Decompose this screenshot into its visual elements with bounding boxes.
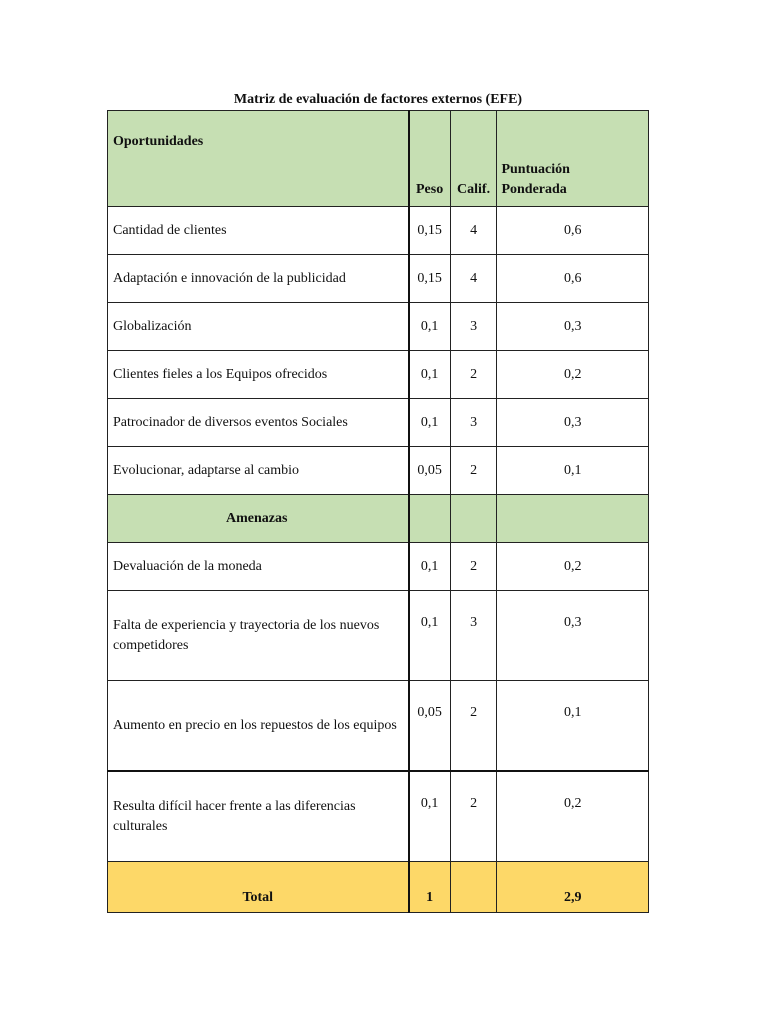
factor-cell: Adaptación e innovación de la publicidad	[108, 255, 409, 303]
header-puntuacion-ponderada	[497, 111, 649, 207]
calif-cell: 4	[450, 255, 497, 303]
table-row	[108, 591, 649, 681]
calif-cell: 2	[450, 771, 497, 862]
header-peso: Peso	[409, 111, 451, 207]
factor-cell: Patrocinador de diversos eventos Sociales	[108, 399, 409, 447]
calif-cell: 2	[450, 681, 497, 772]
ponderada-cell: 0,6	[497, 255, 649, 303]
table-row	[108, 543, 649, 591]
peso-cell: 0,15	[409, 255, 451, 303]
table-row	[108, 207, 649, 255]
factor-cell: Resulta difícil hacer frente a las diferencias culturales	[108, 771, 409, 862]
ponderada-cell: 0,2	[497, 351, 649, 399]
table-row	[108, 447, 649, 495]
peso-cell: 0,1	[409, 771, 451, 862]
table-row	[108, 255, 649, 303]
peso-cell: 0,1	[409, 399, 451, 447]
peso-cell: 0,05	[409, 447, 451, 495]
table-row	[108, 303, 649, 351]
calif-cell: 4	[450, 207, 497, 255]
total-ponderada: 2,9	[497, 862, 649, 913]
table-row	[108, 771, 649, 862]
header-pond-line2: Ponderada	[501, 182, 567, 197]
ponderada-cell: 0,3	[497, 591, 649, 681]
peso-cell: 0,1	[409, 543, 451, 591]
calif-cell: 3	[450, 399, 497, 447]
factor-cell: Aumento en precio en los repuestos de los equipos	[108, 681, 409, 772]
ponderada-cell: 0,6	[497, 207, 649, 255]
calif-cell: 2	[450, 543, 497, 591]
total-calif	[450, 862, 497, 913]
amenazas-heading: Amenazas	[108, 495, 409, 543]
header-calif: Calif.	[450, 111, 497, 207]
table-header-row	[108, 111, 649, 207]
table-row	[108, 681, 649, 772]
factor-cell: Evolucionar, adaptarse al cambio	[108, 447, 409, 495]
factor-cell: Falta de experiencia y trayectoria de los nuevos competidores	[108, 591, 409, 681]
ponderada-cell: 0,3	[497, 303, 649, 351]
factor-cell: Clientes fieles a los Equipos ofrecidos	[108, 351, 409, 399]
peso-cell: 0,1	[409, 351, 451, 399]
peso-cell: 0,1	[409, 303, 451, 351]
total-row	[108, 862, 649, 913]
calif-cell: 3	[450, 303, 497, 351]
calif-cell: 3	[450, 591, 497, 681]
total-label: Total	[108, 862, 409, 913]
empty-cell	[409, 495, 451, 543]
calif-cell: 2	[450, 447, 497, 495]
peso-cell: 0,1	[409, 591, 451, 681]
peso-cell: 0,05	[409, 681, 451, 772]
calif-cell: 2	[450, 351, 497, 399]
factor-cell: Globalización	[108, 303, 409, 351]
amenazas-section-row	[108, 495, 649, 543]
empty-cell	[497, 495, 649, 543]
ponderada-cell: 0,2	[497, 543, 649, 591]
header-pond-line1: Puntuación	[501, 162, 570, 177]
ponderada-cell: 0,2	[497, 771, 649, 862]
factor-cell: Cantidad de clientes	[108, 207, 409, 255]
efe-matrix-table	[107, 110, 649, 913]
peso-cell: 0,15	[409, 207, 451, 255]
factor-cell: Devaluación de la moneda	[108, 543, 409, 591]
ponderada-cell: 0,3	[497, 399, 649, 447]
empty-cell	[450, 495, 497, 543]
ponderada-cell: 0,1	[497, 681, 649, 772]
header-oportunidades: Oportunidades	[108, 111, 409, 207]
total-peso: 1	[409, 862, 451, 913]
table-row	[108, 351, 649, 399]
ponderada-cell: 0,1	[497, 447, 649, 495]
document-title: Matriz de evaluación de factores externos (EFE)	[233, 92, 523, 107]
table-row	[108, 399, 649, 447]
